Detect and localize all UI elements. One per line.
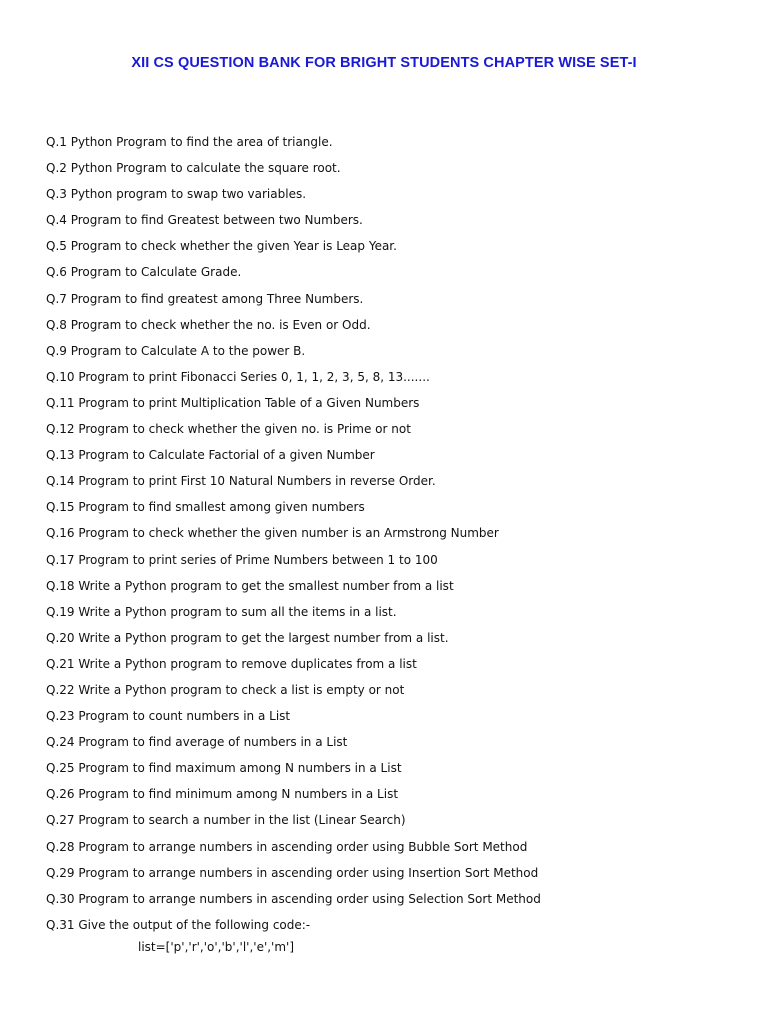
question-item: Q.30 Program to arrange numbers in ascending order using Selection Sort Method (46, 891, 541, 906)
question-item: Q.18 Write a Python program to get the smallest number from a list (46, 578, 454, 593)
question-item: Q.19 Write a Python program to sum all the items in a list. (46, 604, 397, 619)
question-item: Q.16 Program to check whether the given number is an Armstrong Number (46, 526, 499, 541)
question-item: Q.25 Program to find maximum among N numbers in a List (46, 761, 402, 776)
code-snippet-line: list=['p','r','o','b','l','e','m'] (138, 940, 295, 954)
question-item: Q.20 Write a Python program to get the largest number from a list. (46, 630, 449, 645)
question-item: Q.23 Program to count numbers in a List (46, 709, 291, 724)
question-item: Q.2 Python Program to calculate the square root. (46, 161, 341, 176)
question-item: Q.11 Program to print Multiplication Table of a Given Numbers (46, 395, 420, 410)
question-item: Q.22 Write a Python program to check a list is empty or not (46, 682, 405, 697)
question-item: Q.8 Program to check whether the no. is Even or Odd. (46, 317, 371, 332)
question-item: Q.13 Program to Calculate Factorial of a given Number (46, 448, 375, 463)
question-item: Q.21 Write a Python program to remove duplicates from a list (46, 656, 417, 671)
question-item: Q.15 Program to find smallest among given numbers (46, 500, 365, 515)
question-item: Q.9 Program to Calculate A to the power B. (46, 343, 306, 358)
question-item: Q.24 Program to find average of numbers in a List (46, 735, 348, 750)
question-item: Q.27 Program to search a number in the list (Linear Search) (46, 813, 406, 828)
question-item: Q.4 Program to find Greatest between two Numbers. (46, 213, 363, 228)
question-item: Q.5 Program to check whether the given Year is Leap Year. (46, 239, 397, 254)
question-item: Q.12 Program to check whether the given no. is Prime or not (46, 422, 411, 437)
question-item: Q.7 Program to find greatest among Three Numbers. (46, 291, 364, 306)
question-item: Q.31 Give the output of the following code:- (46, 917, 311, 932)
question-item: Q.14 Program to print First 10 Natural Numbers in reverse Order. (46, 474, 436, 489)
question-item: Q.29 Program to arrange numbers in ascending order using Insertion Sort Method (46, 865, 539, 880)
question-item: Q.1 Python Program to find the area of triangle. (46, 135, 333, 149)
document-title: XII CS QUESTION BANK FOR BRIGHT STUDENTS CHAPTER WISE SET-I (131, 55, 637, 71)
question-item: Q.26 Program to find minimum among N numbers in a List (46, 787, 399, 802)
question-item: Q.17 Program to print series of Prime Numbers between 1 to 100 (46, 552, 438, 567)
question-item: Q.3 Python program to swap two variables. (46, 187, 307, 202)
question-list (46, 132, 746, 941)
question-item: Q.10 Program to print Fibonacci Series 0, 1, 1, 2, 3, 5, 8, 13....... (46, 369, 430, 384)
question-item: Q.6 Program to Calculate Grade. (46, 265, 242, 280)
question-item: Q.28 Program to arrange numbers in ascending order using Bubble Sort Method (46, 839, 528, 854)
